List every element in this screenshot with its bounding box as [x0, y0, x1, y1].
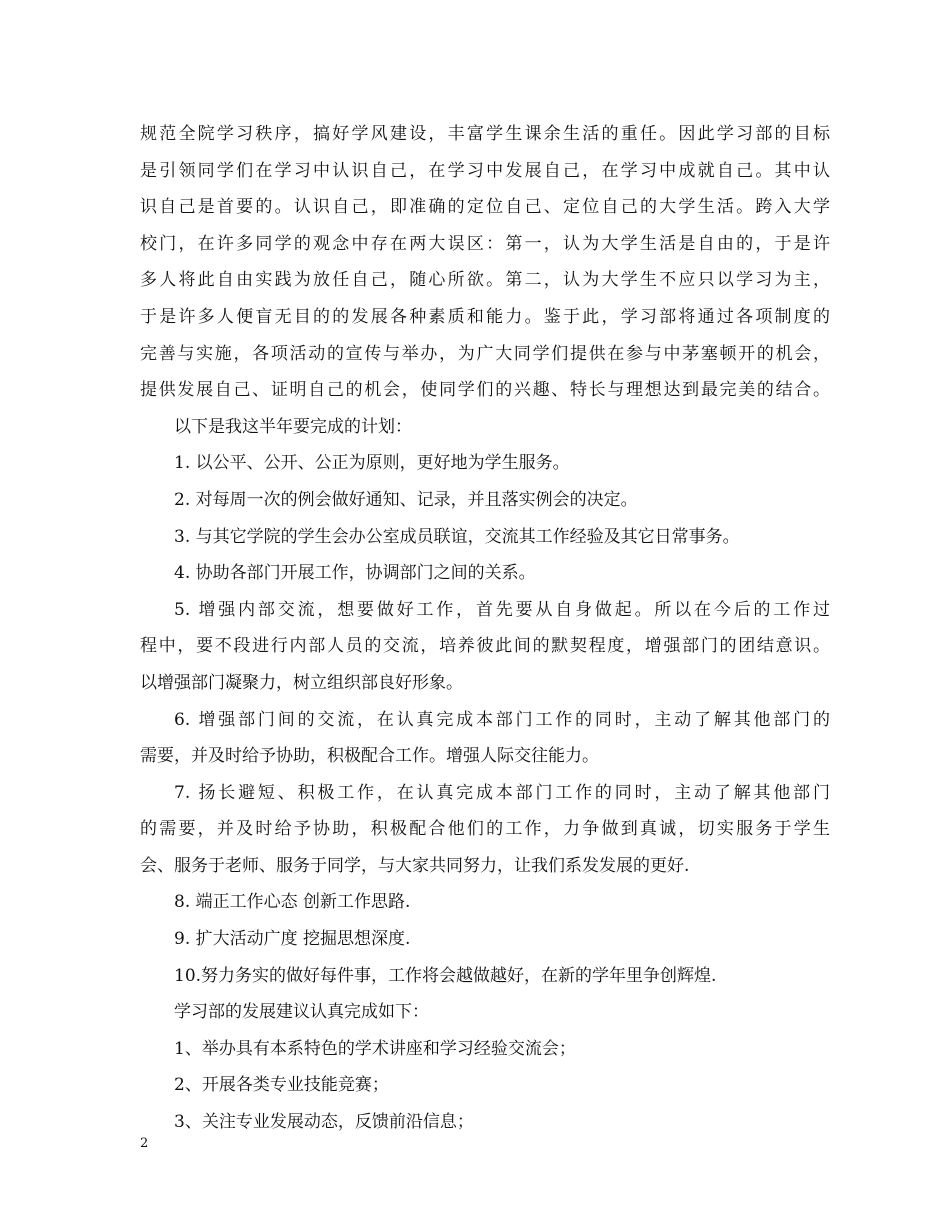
- list-item: 10.努力务实的做好每件事，工作将会越做越好，在新的学年里争创辉煌.: [174, 965, 717, 986]
- list-item: 1、举办具有本系特色的学术讲座和学习经验交流会；: [174, 1038, 576, 1059]
- text-line: 程中，要不段进行内部人员的交流，培养彼此间的默契程度，增强部门的团结意识。: [140, 636, 830, 657]
- list-item: 1. 以公平、公开、公正为原则，更好地为学生服务。: [174, 453, 570, 474]
- list-item: 5. 增强内部交流，想要做好工作，首先要从自身做起。所以在今后的工作过: [174, 599, 830, 620]
- text-line: 提供发展自己、证明自己的机会，使同学们的兴趣、特长与理想达到最完美的结合。: [140, 380, 830, 401]
- list-item: 7. 扬长避短、积极工作，在认真完成本部门工作的同时，主动了解其他部门: [174, 782, 830, 803]
- list-item: 4. 协助各部门开展工作，协调部门之间的关系。: [174, 563, 536, 584]
- page-number: 2: [140, 1136, 149, 1151]
- list-item: 9. 扩大活动广度 挖掘思想深度.: [174, 929, 411, 950]
- list-item: 6. 增强部门间的交流，在认真完成本部门工作的同时，主动了解其他部门的: [174, 709, 830, 730]
- text-line: 规范全院学习秩序，搞好学风建设，丰富学生课余生活的重任。因此学习部的目标: [140, 124, 830, 144]
- text-line: 识自己是首要的。认识自己，即准确的定位自己、定位自己的大学生活。跨入大学: [140, 197, 830, 218]
- text-line: 的需要，并及时给予协助，积极配合他们的工作，力争做到真诚，切实服务于学生: [140, 819, 830, 840]
- list-item: 2、开展各类专业技能竞赛；: [174, 1075, 389, 1096]
- list-item: 3、关注专业发展动态，反馈前沿信息；: [174, 1112, 474, 1133]
- text-line: 以增强部门凝聚力，树立组织部良好形象。: [140, 672, 463, 693]
- text-line: 校门，在许多同学的观念中存在两大误区：第一，认为大学生活是自由的，于是许: [140, 233, 830, 254]
- list-item: 3. 与其它学院的学生会办公室成员联谊，交流其工作经验及其它日常事务。: [174, 526, 740, 547]
- text-line: 多人将此自由实践为放任自己，随心所欲。第二，认为大学生不应只以学习为主，: [140, 270, 830, 291]
- text-line: 于是许多人便盲无目的的发展各种素质和能力。鉴于此，学习部将通过各项制度的: [140, 306, 830, 327]
- list-item: 8. 端正工作心态 创新工作思路.: [174, 892, 411, 913]
- text-line: 学习部的发展建议认真完成如下：: [174, 1002, 429, 1023]
- text-line: 会、服务于老师、服务于同学，与大家共同努力，让我们系发发展的更好.: [140, 855, 690, 876]
- text-line: 完善与实施，各项活动的宣传与举办，为广大同学们提供在参与中茅塞顿开的机会，: [140, 343, 830, 364]
- text-line: 是引领同学们在学习中认识自己，在学习中发展自己，在学习中成就自己。其中认: [140, 160, 830, 181]
- list-item: 2. 对每周一次的例会做好通知、记录，并且落实例会的决定。: [174, 489, 638, 510]
- text-line: 需要，并及时给予协助，积极配合工作。增强人际交往能力。: [140, 746, 599, 767]
- text-line: 以下是我这半年要完成的计划：: [174, 416, 412, 437]
- document-body: [140, 116, 830, 1141]
